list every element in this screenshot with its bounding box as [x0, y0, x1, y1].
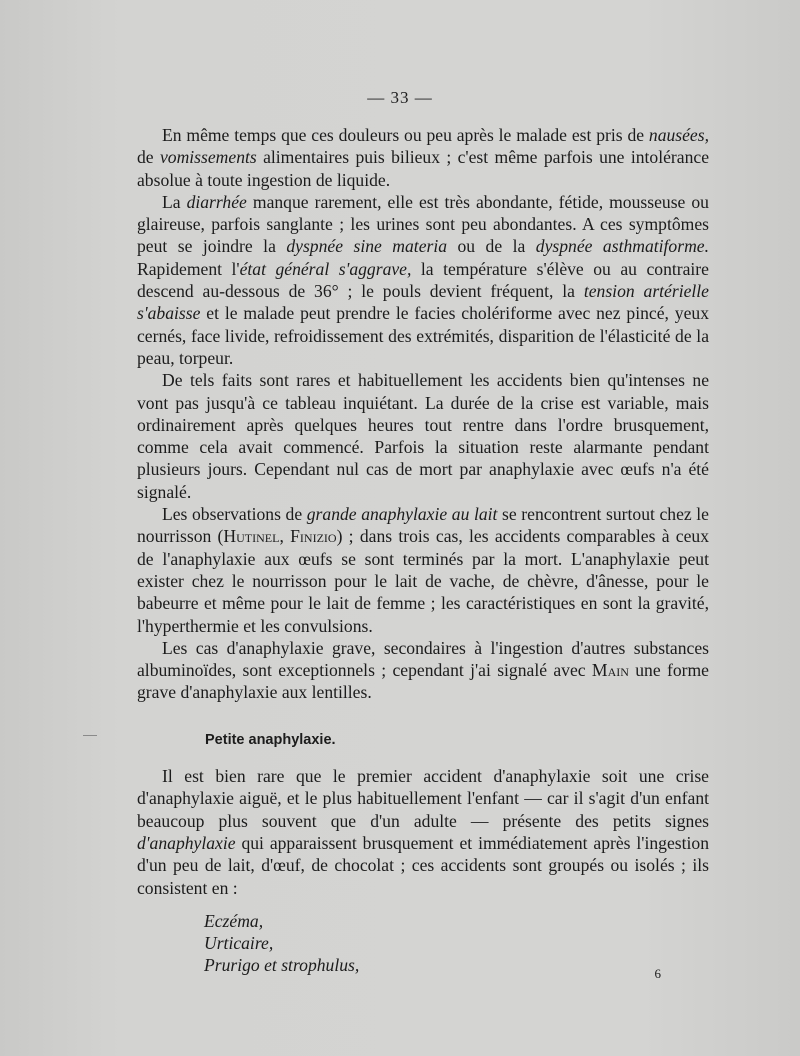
italic-phrase: vomissements — [159, 147, 257, 168]
text-run: Les observations de — [162, 504, 307, 525]
page-number: — 33 — — [367, 88, 433, 107]
text-run: De tels faits sont rares et habituellement les accidents bien qu'intenses ne vont pas jusqu'à ce tableau inquiétant. La durée de la crise est variable, mais ordinairement après quelques heures tout rentre dans l'ordre brusquement, comme cela avait commencé. Parfois la situation reste alarmante pendant plusieurs jours. Cependant nul cas de mort par anaphylaxie avec œufs n'a été signalé. — [137, 370, 709, 502]
italic-phrase: dyspnée sine materia — [286, 236, 448, 257]
text-run: ) ; dans trois cas, les accidents comparables à ceux de l'anaphylaxie aux œufs se sont terminés par la mort. L'anaphylaxie peut exister chez le nourrisson pour le lait de vache, de chèvre, d'ânesse, pour le babeurre et même pour le lait de femme ; les caractéristiques en sont la gravité, l'hyperthermie et les convulsions. — [137, 526, 710, 636]
symptom-item: Eczéma, — [204, 910, 264, 931]
italic-phrase: tension artérielle s'abaisse — [137, 281, 709, 324]
paragraph — [137, 191, 709, 369]
text-run: la température s'élève ou au contraire descend au-dessous de 36° ; le pouls devient fréquent, la — [137, 258, 709, 302]
italic-phrase: diarrhée — [186, 191, 247, 212]
section-paragraph — [137, 765, 709, 899]
text-run: ou de la — [447, 236, 536, 257]
author-name: Finizio — [290, 526, 337, 547]
italic-phrase: nausées, — [648, 125, 709, 145]
paragraph-group — [137, 124, 709, 704]
text-run: En même temps que ces douleurs ou peu après le malade est pris de — [162, 125, 649, 145]
paragraph — [137, 503, 709, 637]
author-name: Main — [591, 660, 629, 681]
italic-phrase: d'anaphylaxie — [137, 832, 236, 853]
text-run: La — [162, 191, 187, 212]
text-run: une forme grave d'anaphylaxie aux lentilles. — [137, 660, 709, 703]
text-run: qui apparaissent brusquement et immédiatement après l'ingestion d'un peu de lait, d'œuf, de chocolat ; ces accidents sont groupés ou isolés ; ils consistent en : — [137, 832, 709, 898]
paragraph — [137, 369, 709, 503]
text-run: Il est bien rare que le premier accident d'anaphylaxie soit une crise d'anaphylaxie aiguë, et le plus habituellement l'enfant — car il s'agit d'un enfant beaucoup plus souvent que d'un adulte — présente des petits signes — [137, 766, 709, 831]
text-run: alimentaires puis bilieux ; c'est même parfois une intolérance absolue à toute ingestion de liquide. — [137, 147, 709, 190]
text-run: manque rarement, elle est très abondante, fétide, mousseuse ou glaireuse, parfois sanglante ; les urines sont peu abondantes. A ces symptômes peut se joindre la — [137, 191, 709, 257]
text-run: Les cas d'anaphylaxie grave, secondaires à l'ingestion d'autres substances albuminoïdes, sont exceptionnels ; cependant j'ai signalé avec — [137, 637, 709, 681]
text-run: et le malade peut prendre le facies cholériforme avec nez pincé, yeux cernés, face livide, refroidissement des extrémités, disparition de l'élasticité de la peau, torpeur. — [137, 303, 709, 368]
symptom-item: Prurigo et strophulus, — [204, 955, 360, 976]
author-name: Hutinel — [223, 526, 280, 547]
section-heading: Petite anaphylaxie. — [205, 731, 336, 748]
italic-phrase: état général s'aggrave, — [239, 258, 412, 279]
paragraph — [137, 124, 709, 191]
text-run: Rapidement l' — [137, 258, 240, 279]
text-run: , — [279, 526, 291, 547]
italic-phrase: dyspnée asthmatiforme. — [535, 236, 709, 257]
text-run: de — [137, 147, 160, 168]
text-run: se rencontrent surtout chez le nourrisson ( — [137, 504, 709, 547]
margin-mark — [83, 735, 97, 736]
signature-mark: 6 — [654, 966, 661, 981]
paragraph — [137, 637, 709, 704]
body-text — [137, 124, 709, 977]
symptom-item: Urticaire, — [204, 933, 274, 954]
symptom-list — [137, 910, 709, 977]
italic-phrase: grande anaphylaxie au lait — [306, 504, 498, 525]
